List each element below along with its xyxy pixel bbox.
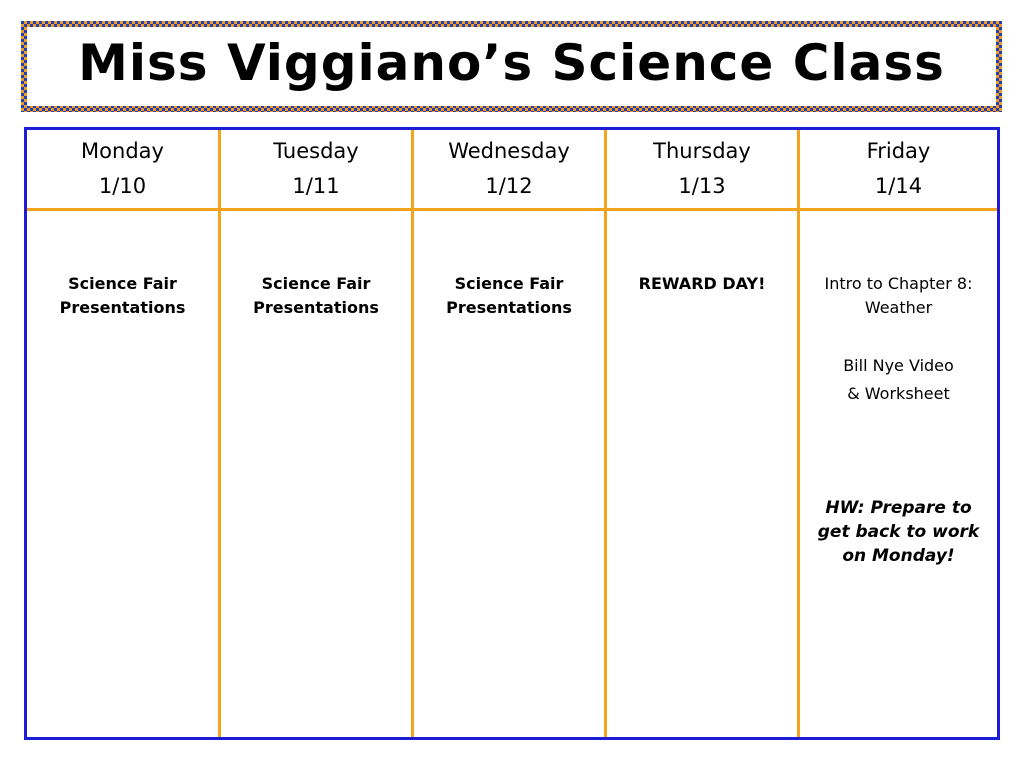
body-cell-wednesday	[414, 211, 607, 737]
header-cell-wednesday	[414, 130, 607, 208]
header-cell-friday	[800, 130, 997, 208]
homework-note: HW: Prepare to get back to work on Monday!	[817, 498, 980, 566]
day-date: 1/13	[678, 174, 726, 198]
body-cell-tuesday	[221, 211, 414, 737]
header-cell-monday	[27, 130, 221, 208]
day-date: 1/11	[292, 174, 340, 198]
activity-line: Presentations	[253, 298, 379, 317]
body-cell-monday	[27, 211, 221, 737]
schedule-header-row	[27, 130, 997, 211]
header-cell-thursday	[607, 130, 800, 208]
body-cell-thursday	[607, 211, 800, 737]
day-date: 1/10	[98, 174, 147, 198]
title-banner	[21, 21, 1002, 112]
day-name: Tuesday	[273, 139, 359, 163]
day-date: 1/12	[485, 174, 533, 198]
header-cell-tuesday	[221, 130, 414, 208]
page-title: Miss Viggiano’s Science Class	[78, 33, 945, 92]
activity-line: & Worksheet	[847, 384, 950, 403]
day-name: Friday	[866, 139, 931, 163]
activity-line: REWARD DAY!	[638, 274, 766, 293]
activity-line: Presentations	[446, 298, 572, 317]
day-name: Wednesday	[448, 139, 570, 163]
video-activity	[800, 352, 997, 408]
activity-line: Presentations	[59, 298, 186, 317]
activity-line: Intro to Chapter 8:	[824, 274, 973, 293]
activity-line: Weather	[864, 298, 933, 317]
body-cell-friday	[800, 211, 997, 737]
chapter-intro	[800, 272, 997, 320]
activity-line: Science Fair	[261, 274, 371, 293]
schedule-body-row	[27, 211, 997, 737]
weekly-schedule-table	[24, 127, 1000, 740]
activity-line: Science Fair	[68, 274, 177, 293]
day-name: Thursday	[653, 139, 751, 163]
title-banner-inner	[27, 27, 996, 106]
activity-line: Bill Nye Video	[843, 356, 954, 375]
day-date: 1/14	[874, 174, 923, 198]
activity-line: Science Fair	[454, 274, 564, 293]
day-name: Monday	[81, 139, 164, 163]
